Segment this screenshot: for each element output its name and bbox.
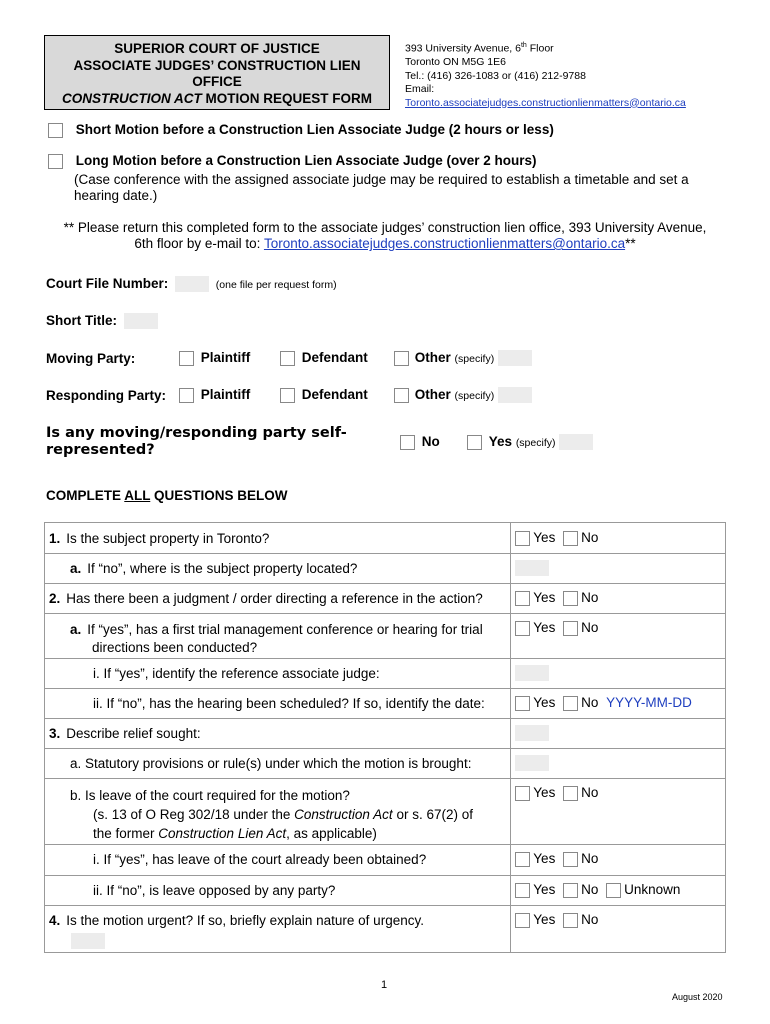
responding-other-checkbox[interactable] — [394, 388, 409, 403]
responding-defendant-checkbox[interactable] — [280, 388, 295, 403]
q4-no-checkbox[interactable] — [563, 913, 578, 928]
question-row-4: 4. Is the motion urgent? If so, briefly explain nature of urgency. Yes No — [45, 906, 726, 953]
moving-defendant-checkbox[interactable] — [280, 351, 295, 366]
notice-email-link[interactable]: Toronto.associatejudges.constructionlienmatters@ontario.ca — [263, 236, 626, 251]
q3bii-no-checkbox[interactable] — [563, 883, 578, 898]
q3bii-yes-checkbox[interactable] — [515, 883, 530, 898]
questions-table — [44, 522, 726, 953]
court-file-note: (one file per request form) — [215, 279, 337, 291]
q4-yes-checkbox[interactable] — [515, 913, 530, 928]
responding-plaintiff-checkbox[interactable] — [179, 388, 194, 403]
q2-no-checkbox[interactable] — [563, 591, 578, 606]
revision-date: August 2020 — [672, 992, 723, 1002]
q3bi-no-checkbox[interactable] — [563, 852, 578, 867]
court-file-row — [46, 276, 337, 292]
self-rep-yes-input[interactable] — [559, 434, 593, 450]
office-email-link[interactable]: Toronto.associatejudges.constructionlienmatters@ontario.ca — [405, 96, 686, 109]
question-row-1a: a. If “no”, where is the subject property located? — [45, 554, 726, 584]
moving-plaintiff-checkbox[interactable] — [179, 351, 194, 366]
office-address: 393 University Avenue, 6th Floor Toronto ON M5G 1E6 Tel.: (416) 326-1083 or (416) 212-9788 Email: Toronto.associatejudges.constructionlienmatters@ontario.ca — [405, 42, 686, 109]
q3a-provisions-input[interactable] — [515, 755, 549, 771]
question-row-3b: b. Is leave of the court required for the motion? (s. 13 of O Reg 302/18 under the Construction Act or s. 67(2) of the former Construction Lien Act, as applicable) Yes No — [45, 779, 726, 845]
long-motion-option — [48, 153, 537, 169]
moving-other-checkbox[interactable] — [394, 351, 409, 366]
q1-yes-checkbox[interactable] — [515, 531, 530, 546]
question-row-3a: a. Statutory provisions or rule(s) under which the motion is brought: — [45, 749, 726, 779]
self-rep-no-checkbox[interactable] — [400, 435, 415, 450]
short-motion-label: Short Motion before a Construction Lien Associate Judge (2 hours or less) — [75, 122, 554, 137]
q2ai-judge-input[interactable] — [515, 665, 549, 681]
q3b-no-checkbox[interactable] — [563, 786, 578, 801]
office-name-line1: ASSOCIATE JUDGES’ CONSTRUCTION LIEN — [73, 57, 361, 73]
question-row-2: 2. Has there been a judgment / order directing a reference in the action? Yes No — [45, 584, 726, 614]
office-name-line2: OFFICE — [192, 74, 242, 89]
long-motion-note: (Case conference with the assigned associate judge may be required to establish a timetable and set a hearing date.) — [74, 172, 689, 203]
q2a-no-checkbox[interactable] — [563, 621, 578, 636]
short-title-label: Short Title: — [46, 313, 118, 328]
long-motion-label: Long Motion before a Construction Lien Associate Judge (over 2 hours) — [75, 153, 537, 168]
question-row-3: 3. Describe relief sought: — [45, 719, 726, 749]
question-row-1: 1. Is the subject property in Toronto? Yes No — [45, 523, 726, 554]
q2aii-no-checkbox[interactable] — [563, 696, 578, 711]
court-name: SUPERIOR COURT OF JUSTICE — [114, 41, 320, 56]
q1a-location-input[interactable] — [515, 560, 549, 576]
moving-party-label: Moving Party: — [46, 351, 136, 366]
question-row-3bii: ii. If “no”, is leave opposed by any party? Yes No Unknown — [45, 876, 726, 906]
question-row-2ai: i. If “yes”, identify the reference associate judge: — [45, 659, 726, 689]
hearing-date-input[interactable]: YYYY-MM-DD — [606, 695, 692, 710]
form-title-box — [44, 35, 390, 110]
page-number: 1 — [381, 979, 388, 991]
return-notice: ** Please return this completed form to the associate judges’ construction lien office, 393 University Avenue, 6th floor by e-mail to: Toronto.associatejudges.constructionlienmatters@ontario.ca** — [63, 220, 707, 251]
question-row-2a: a. If “yes”, has a first trial management conference or hearing for trial directions been conducted? Yes No — [45, 614, 726, 659]
short-title-input[interactable] — [124, 313, 158, 329]
responding-party-label: Responding Party: — [46, 388, 167, 403]
self-rep-yes-checkbox[interactable] — [467, 435, 482, 450]
q2-yes-checkbox[interactable] — [515, 591, 530, 606]
form-name: CONSTRUCTION ACT MOTION REQUEST FORM — [62, 90, 372, 106]
q2a-yes-checkbox[interactable] — [515, 621, 530, 636]
responding-other-input[interactable] — [498, 387, 532, 403]
q4-urgency-input[interactable] — [71, 933, 105, 949]
self-represented-question: Is any moving/responding party self- represented? — [46, 425, 347, 458]
q3bii-unknown-checkbox[interactable] — [606, 883, 621, 898]
court-file-input[interactable] — [175, 276, 209, 292]
q3b-yes-checkbox[interactable] — [515, 786, 530, 801]
short-motion-checkbox[interactable] — [48, 123, 63, 138]
long-motion-checkbox[interactable] — [48, 154, 63, 169]
question-row-3bi: i. If “yes”, has leave of the court already been obtained? Yes No — [45, 845, 726, 876]
q3-relief-input[interactable] — [515, 725, 549, 741]
q3bi-yes-checkbox[interactable] — [515, 852, 530, 867]
q1-no-checkbox[interactable] — [563, 531, 578, 546]
short-title-row — [46, 313, 158, 329]
question-row-2aii: ii. If “no”, has the hearing been scheduled? If so, identify the date: Yes No YYYY-MM-DD — [45, 689, 726, 719]
q2aii-yes-checkbox[interactable] — [515, 696, 530, 711]
court-file-label: Court File Number: — [46, 276, 169, 291]
short-motion-option — [48, 122, 554, 138]
moving-other-input[interactable] — [498, 350, 532, 366]
complete-all-heading: COMPLETE ALL QUESTIONS BELOW — [46, 488, 288, 503]
